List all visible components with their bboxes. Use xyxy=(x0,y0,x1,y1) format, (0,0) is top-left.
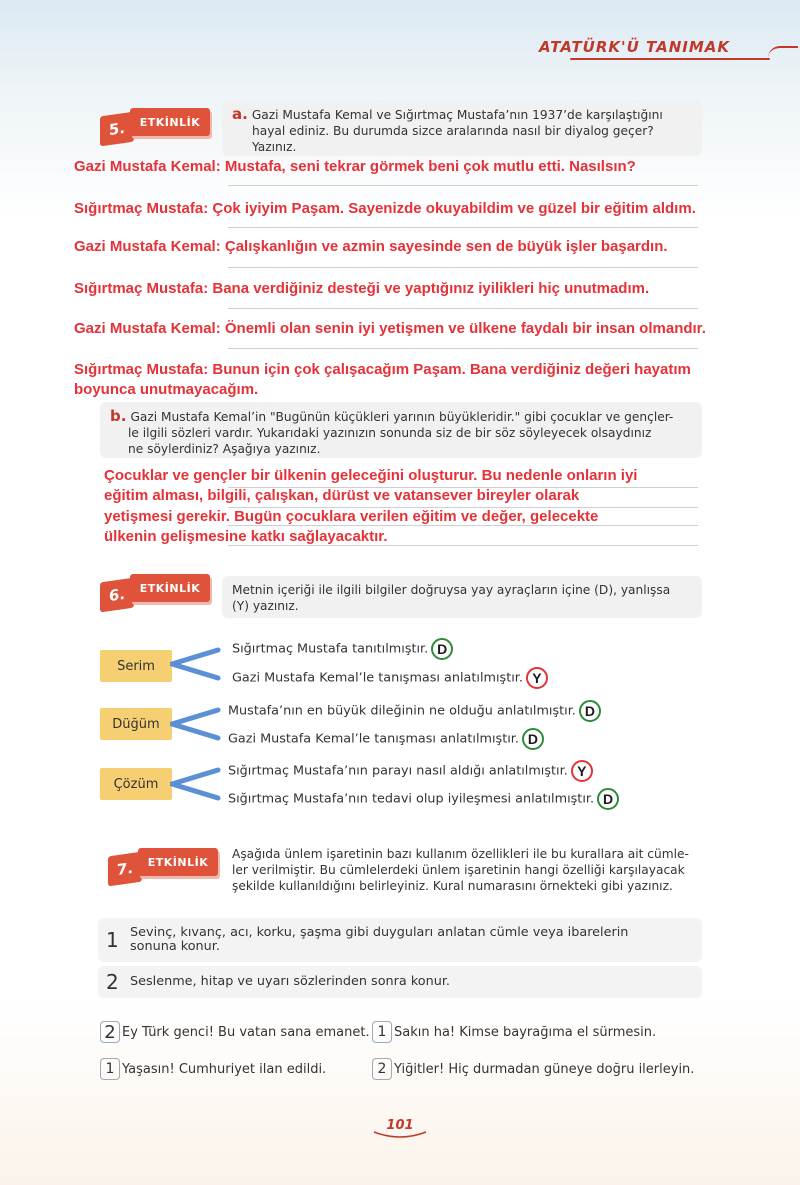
activity6-number: 6. xyxy=(100,578,134,613)
activity5-number: 5. xyxy=(100,112,134,147)
writing-line xyxy=(228,267,698,268)
answer-line: yetişmesi gerekir. Bugün çocuklara verilen eğitim ve değer, gelecekte xyxy=(104,508,599,525)
instruction-line: hayal ediniz. Bu durumda sizce aralarında nasıl bir diyalog geçer? xyxy=(252,124,654,138)
activity5a-instruction xyxy=(222,100,702,156)
bracket-arrows xyxy=(170,644,230,684)
statement-text: Gazi Mustafa Kemal’le tanışması anlatılmıştır. xyxy=(228,731,519,747)
activity6-label: ETKİNLİK xyxy=(130,574,210,602)
example-answer: 2 xyxy=(100,1021,120,1043)
stage-cozum: Çözüm xyxy=(100,768,172,800)
dialog-line: Sığırtmaç Mustafa: Bana verdiğiniz desteği ve yaptığınız iyilikleri hiç unutmadım. xyxy=(74,280,650,297)
answer-mark-d: D xyxy=(522,728,544,750)
example-answer: 1 xyxy=(372,1021,392,1043)
statement-text: Sığırtmaç Mustafa tanıtılmıştır. xyxy=(232,641,429,657)
example-sentence: Yiğitler! Hiç durmadan güneye doğru ilerleyin. xyxy=(394,1061,695,1077)
stage-dugum: Düğüm xyxy=(100,708,172,740)
section-title-swoosh xyxy=(768,46,798,60)
dialog-line: Gazi Mustafa Kemal: Mustafa, seni tekrar görmek beni çok mutlu etti. Nasılsın? xyxy=(74,158,636,175)
instruction-line: Gazi Mustafa Kemal’in "Bugünün küçükleri yarının büyükleridir." gibi çocuklar ve gençler- xyxy=(130,410,674,424)
instruction-line: şekilde kullanıldığını belirleyiniz. Kural numarasını örnekteki gibi yazınız. xyxy=(232,879,673,893)
answer-mark-d: D xyxy=(579,700,601,722)
answer-line: eğitim alması, bilgili, çalışkan, dürüst ve vatansever bireyler olarak xyxy=(104,487,580,504)
example-row xyxy=(100,1021,370,1043)
writing-line xyxy=(228,545,698,546)
statement-row xyxy=(228,788,619,810)
writing-line xyxy=(228,185,698,186)
part-a-letter: a. xyxy=(232,105,248,123)
answer-line: ülkenin gelişmesine katkı sağlayacaktır. xyxy=(104,528,388,545)
rule-number: 2 xyxy=(106,970,119,994)
activity5-label: ETKİNLİK xyxy=(130,108,210,136)
answer-line: Çocuklar ve gençler bir ülkenin geleceğini oluşturur. Bu nedenle onların iyi xyxy=(104,467,638,484)
page-number: 101 xyxy=(386,1118,414,1133)
instruction-line: le ilgili sözleri vardır. Yukarıdaki yazınızın sonunda siz de bir söz söyleyecek olsaydınız xyxy=(128,426,652,440)
rule-2 xyxy=(98,966,702,998)
section-title-underline xyxy=(570,58,770,60)
activity7-instruction xyxy=(232,846,702,894)
example-sentence: Yaşasın! Cumhuriyet ilan edildi. xyxy=(122,1061,327,1077)
writing-line xyxy=(228,348,698,349)
activity6-instruction xyxy=(222,576,702,618)
dialog-line: Sığırtmaç Mustafa: Bunun için çok çalışacağım Paşam. Bana verdiğiniz değeri hayatım xyxy=(74,361,691,378)
example-row xyxy=(372,1058,694,1080)
example-answer: 2 xyxy=(372,1058,392,1080)
rule-text: Seslenme, hitap ve uyarı sözlerinden sonra konur. xyxy=(130,974,450,989)
instruction-line: Aşağıda ünlem işaretinin bazı kullanım özellikleri ile bu kurallara ait cümle- xyxy=(232,847,689,861)
activity5b-instruction xyxy=(100,402,702,458)
bracket-arrows xyxy=(170,764,230,804)
instruction-line: ne söylerdiniz? Aşağıya yazınız. xyxy=(128,442,321,456)
statement-text: Gazi Mustafa Kemal’le tanışması anlatılmıştır. xyxy=(232,670,523,686)
stage-serim: Serim xyxy=(100,650,172,682)
statement-row xyxy=(232,667,548,689)
statement-row xyxy=(228,728,544,750)
example-row xyxy=(372,1021,656,1043)
writing-line xyxy=(228,227,698,228)
answer-mark-d: D xyxy=(597,788,619,810)
answer-mark-y: Y xyxy=(526,667,548,689)
example-answer: 1 xyxy=(100,1058,120,1080)
rule-text: Sevinç, kıvanç, acı, korku, şaşma gibi duyguları anlatan cümle veya ibarelerin xyxy=(130,925,629,940)
writing-line xyxy=(228,525,698,526)
writing-line xyxy=(228,308,698,309)
statement-text: Sığırtmaç Mustafa’nın parayı nasıl aldığı anlatılmıştır. xyxy=(228,763,568,779)
part-b-letter: b. xyxy=(110,407,127,425)
activity7-label: ETKİNLİK xyxy=(138,848,218,876)
instruction-line: (Y) yazınız. xyxy=(232,599,299,613)
rule-text: sonuna konur. xyxy=(130,939,220,954)
activity5-badge xyxy=(100,108,210,144)
dialog-line: Gazi Mustafa Kemal: Önemli olan senin iyi yetişmen ve ülkene faydalı bir insan olmandır. xyxy=(74,320,706,337)
bracket-arrows xyxy=(170,704,230,744)
rule-1 xyxy=(98,918,702,962)
rule-number: 1 xyxy=(106,928,119,952)
dialog-line: Gazi Mustafa Kemal: Çalışkanlığın ve azmin sayesinde sen de büyük işler başardın. xyxy=(74,238,668,255)
statement-row xyxy=(228,760,593,782)
instruction-line: Metnin içeriği ile ilgili bilgiler doğruysa yay ayraçların içine (D), yanlışsa xyxy=(232,583,671,597)
instruction-line: Yazınız. xyxy=(252,140,297,154)
statement-row xyxy=(232,638,453,660)
activity7-number: 7. xyxy=(108,852,142,887)
instruction-line: Gazi Mustafa Kemal ve Sığırtmaç Mustafa’nın 1937’de karşılaştığını xyxy=(251,108,663,122)
statement-row xyxy=(228,700,601,722)
answer-mark-y: Y xyxy=(571,760,593,782)
example-sentence: Sakın ha! Kimse bayrağıma el sürmesin. xyxy=(394,1024,657,1040)
dialog-line: Sığırtmaç Mustafa: Çok iyiyim Paşam. Sayenizde okuyabildim ve güzel bir eğitim aldım. xyxy=(74,200,696,217)
statement-text: Mustafa’nın en büyük dileğinin ne olduğu anlatılmıştır. xyxy=(228,703,576,719)
instruction-line: ler verilmiştir. Bu cümlelerdeki ünlem işaretinin hangi özelliği karşılayacak xyxy=(232,863,685,877)
dialog-line: boyunca unutmayacağım. xyxy=(74,381,259,398)
page-number-swoosh xyxy=(372,1128,428,1142)
answer-mark-d: D xyxy=(431,638,453,660)
activity6-badge xyxy=(100,574,210,610)
example-row xyxy=(100,1058,326,1080)
example-sentence: Ey Türk genci! Bu vatan sana emanet. xyxy=(122,1024,370,1040)
section-title: ATATÜRK'Ü TANIMAK xyxy=(539,38,730,56)
activity7-badge xyxy=(108,848,218,884)
statement-text: Sığırtmaç Mustafa’nın tedavi olup iyileşmesi anlatılmıştır. xyxy=(228,791,595,807)
